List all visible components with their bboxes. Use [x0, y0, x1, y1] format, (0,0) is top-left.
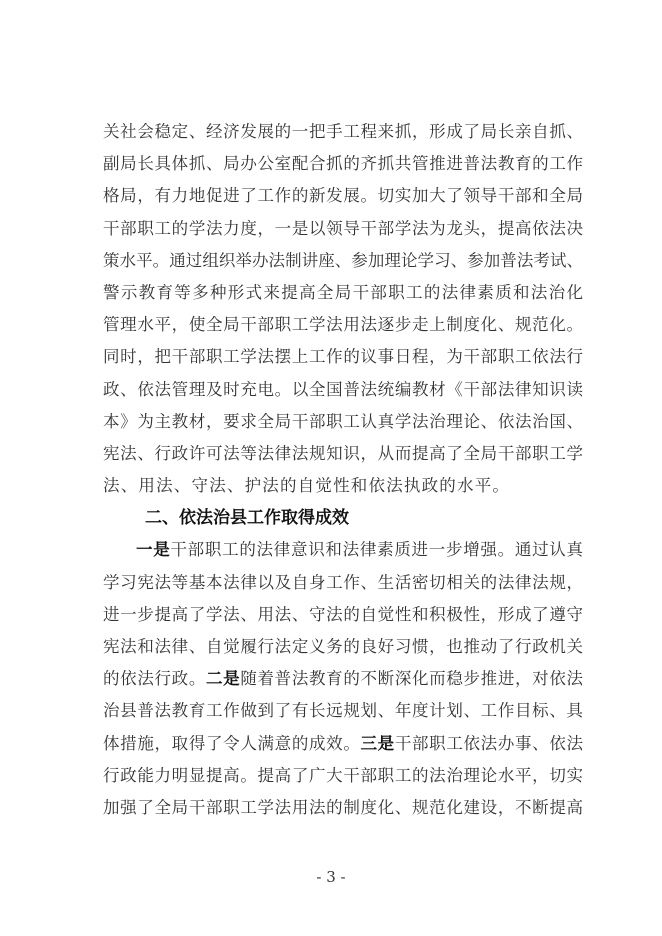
text-line: [103, 438, 583, 470]
text-segment: 政、依法管理及时充电。以全国普法统编教材《干部法律知识读: [103, 379, 583, 399]
text-line: [103, 213, 583, 245]
text-line: [103, 792, 583, 824]
text-line: [103, 116, 583, 148]
text-segment: 干部职工的法律意识和法律素质进一步增强。通过认真: [170, 540, 584, 560]
text-segment: 关社会稳定、经济发展的一把手工程来抓，形成了局长亲自抓、: [103, 122, 583, 141]
text-line: [103, 374, 583, 406]
body-text: [103, 116, 583, 824]
page-number: - 3 -: [316, 868, 346, 886]
text-line: [103, 567, 583, 599]
bold-lead-text: 二是: [206, 669, 241, 689]
text-segment: 的依法行政。: [103, 669, 206, 689]
text-segment: 随着普法教育的不断深化而稳步推进，对依法: [240, 669, 584, 689]
text-line: [103, 470, 583, 502]
bold-lead-text: 一是: [136, 540, 171, 560]
text-line: [103, 309, 583, 341]
text-segment: 干部职工依法办事、依法: [394, 733, 584, 753]
paragraph-1: [103, 116, 583, 502]
bold-lead-text: 三是: [360, 733, 395, 753]
text-line: [103, 760, 583, 792]
text-segment: 副局长具体抓、局办公室配合抓的齐抓共管推进普法教育的工作: [103, 154, 583, 174]
text-segment: 宪法、行政许可法等法律法规知识，从而提高了全局干部职工学: [103, 443, 583, 463]
text-segment: 格局，有力地促进了工作的新发展。切实加大了领导干部和全局: [103, 186, 583, 206]
text-segment: 管理水平，使全局干部职工学法用法逐步走上制度化、规范化。: [103, 315, 583, 335]
text-line: [103, 728, 583, 760]
text-segment: 策水平。通过组织举办法制讲座、参加理论学习、参加普法考试、: [103, 250, 583, 270]
text-segment: 学习宪法等基本法律以及自身工作、生活密切相关的法律法规，: [103, 572, 583, 592]
text-line: [103, 148, 583, 180]
text-segment: 治县普法教育工作做到了有长远规划、年度计划、工作目标、具: [103, 701, 583, 721]
text-segment: 本》为主教材，要求全局干部职工认真学法治理论、依法治国、: [103, 411, 583, 431]
text-segment: 法、用法、守法、护法的自觉性和依法执政的水平。: [103, 476, 511, 496]
paragraph-2: [103, 534, 583, 824]
text-segment: 干部职工的学法力度，一是以领导干部学法为龙头，提高依法决: [103, 218, 583, 238]
text-line: [103, 631, 583, 663]
text-segment: 同时，把干部职工学法摆上工作的议事日程，为干部职工依法行: [103, 347, 583, 367]
text-line: [103, 245, 583, 277]
text-segment: 进一步提高了学法、用法、守法的自觉性和积极性，形成了遵守: [103, 604, 583, 624]
text-line: [103, 277, 583, 309]
text-line: [103, 406, 583, 438]
text-line: [103, 599, 583, 631]
text-segment: 宪法和法律、自觉履行法定义务的良好习惯，也推动了行政机关: [103, 637, 583, 656]
text-line: [103, 695, 583, 727]
text-line: [103, 534, 583, 566]
text-segment: 行政能力明显提高。提高了广大干部职工的法治理论水平，切实: [103, 765, 583, 785]
text-segment: 体措施，取得了令人满意的成效。: [103, 733, 361, 753]
section-heading: 二、依法治县工作取得成效: [145, 508, 349, 529]
text-line: [103, 180, 583, 212]
text-segment: 加强了全局干部职工学法用法的制度化、规范化建设，不断提高: [103, 797, 583, 817]
text-line: [103, 341, 583, 373]
text-line: [103, 663, 583, 695]
text-segment: 警示教育等多种形式来提高全局干部职工的法律素质和法治化: [103, 282, 583, 302]
